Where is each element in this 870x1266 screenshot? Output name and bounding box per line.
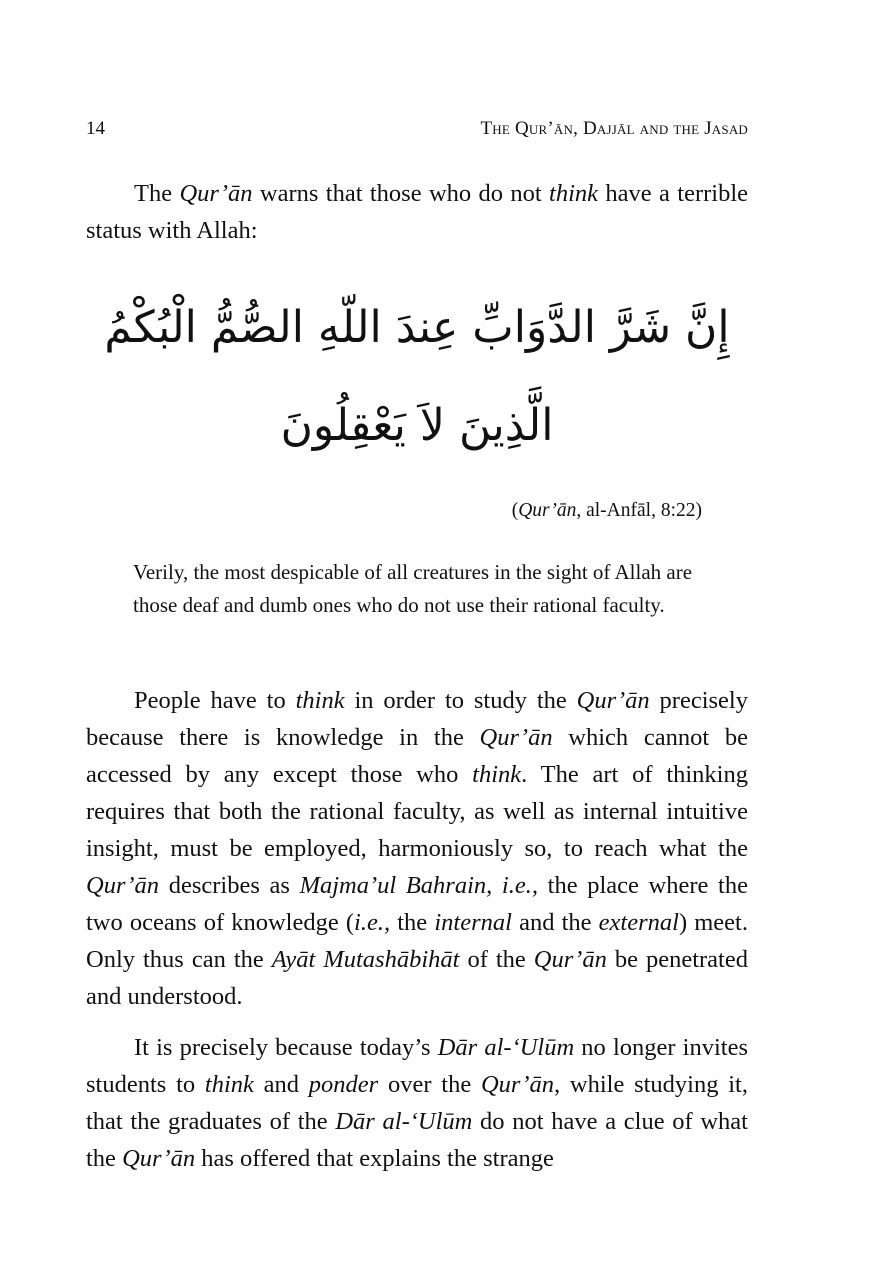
- verse-citation: (Qur’ān, al-Anfāl, 8:22): [511, 500, 702, 521]
- running-head: The Qur’ān, Dajjāl and the Jasad: [480, 118, 748, 139]
- page-number: 14: [86, 118, 105, 139]
- arabic-verse-line-1: إِنَّ شَرَّ الدَّوَابِّ عِندَ اللّهِ الصُّمُّ الْبُكْمُ: [104, 302, 730, 353]
- verse-translation: Verily, the most despicable of all creatures in the sight of Allah are those deaf and dumb ones who do not use their rational faculty.: [133, 560, 693, 617]
- body-paragraph-2: People have to think in order to study the Qur’ān precisely because there is knowledge in the Qur’ān which cannot be accessed by any except those who think. The art of thinking requires that both the rational faculty, as well as internal intuitive insight, must be employed, harmoniously so, to reach what the Qur’ān describes as Majma’ul Bahrain, i.e., the place where the two oceans of knowledge (i.e., the internal and the external) meet. Only thus can the Ayāt Mutashābihāt of the Qur’ān be penetrated and understood.: [86, 687, 749, 1010]
- intro-paragraph: The Qur’ān warns that those who do not think have a terrible status with Allah:: [86, 180, 749, 244]
- body-paragraph-3: It is precisely because today’s Dār al-‘Ulūm no longer invites students to think and ponder over the Qur’ān, while studying it, that the graduates of the Dār al-‘Ulūm do not have a clue of what the Qur’ān has offered that explains the strange: [86, 1034, 749, 1172]
- arabic-verse-line-2: الَّذِينَ لاَ يَعْقِلُونَ: [280, 400, 554, 451]
